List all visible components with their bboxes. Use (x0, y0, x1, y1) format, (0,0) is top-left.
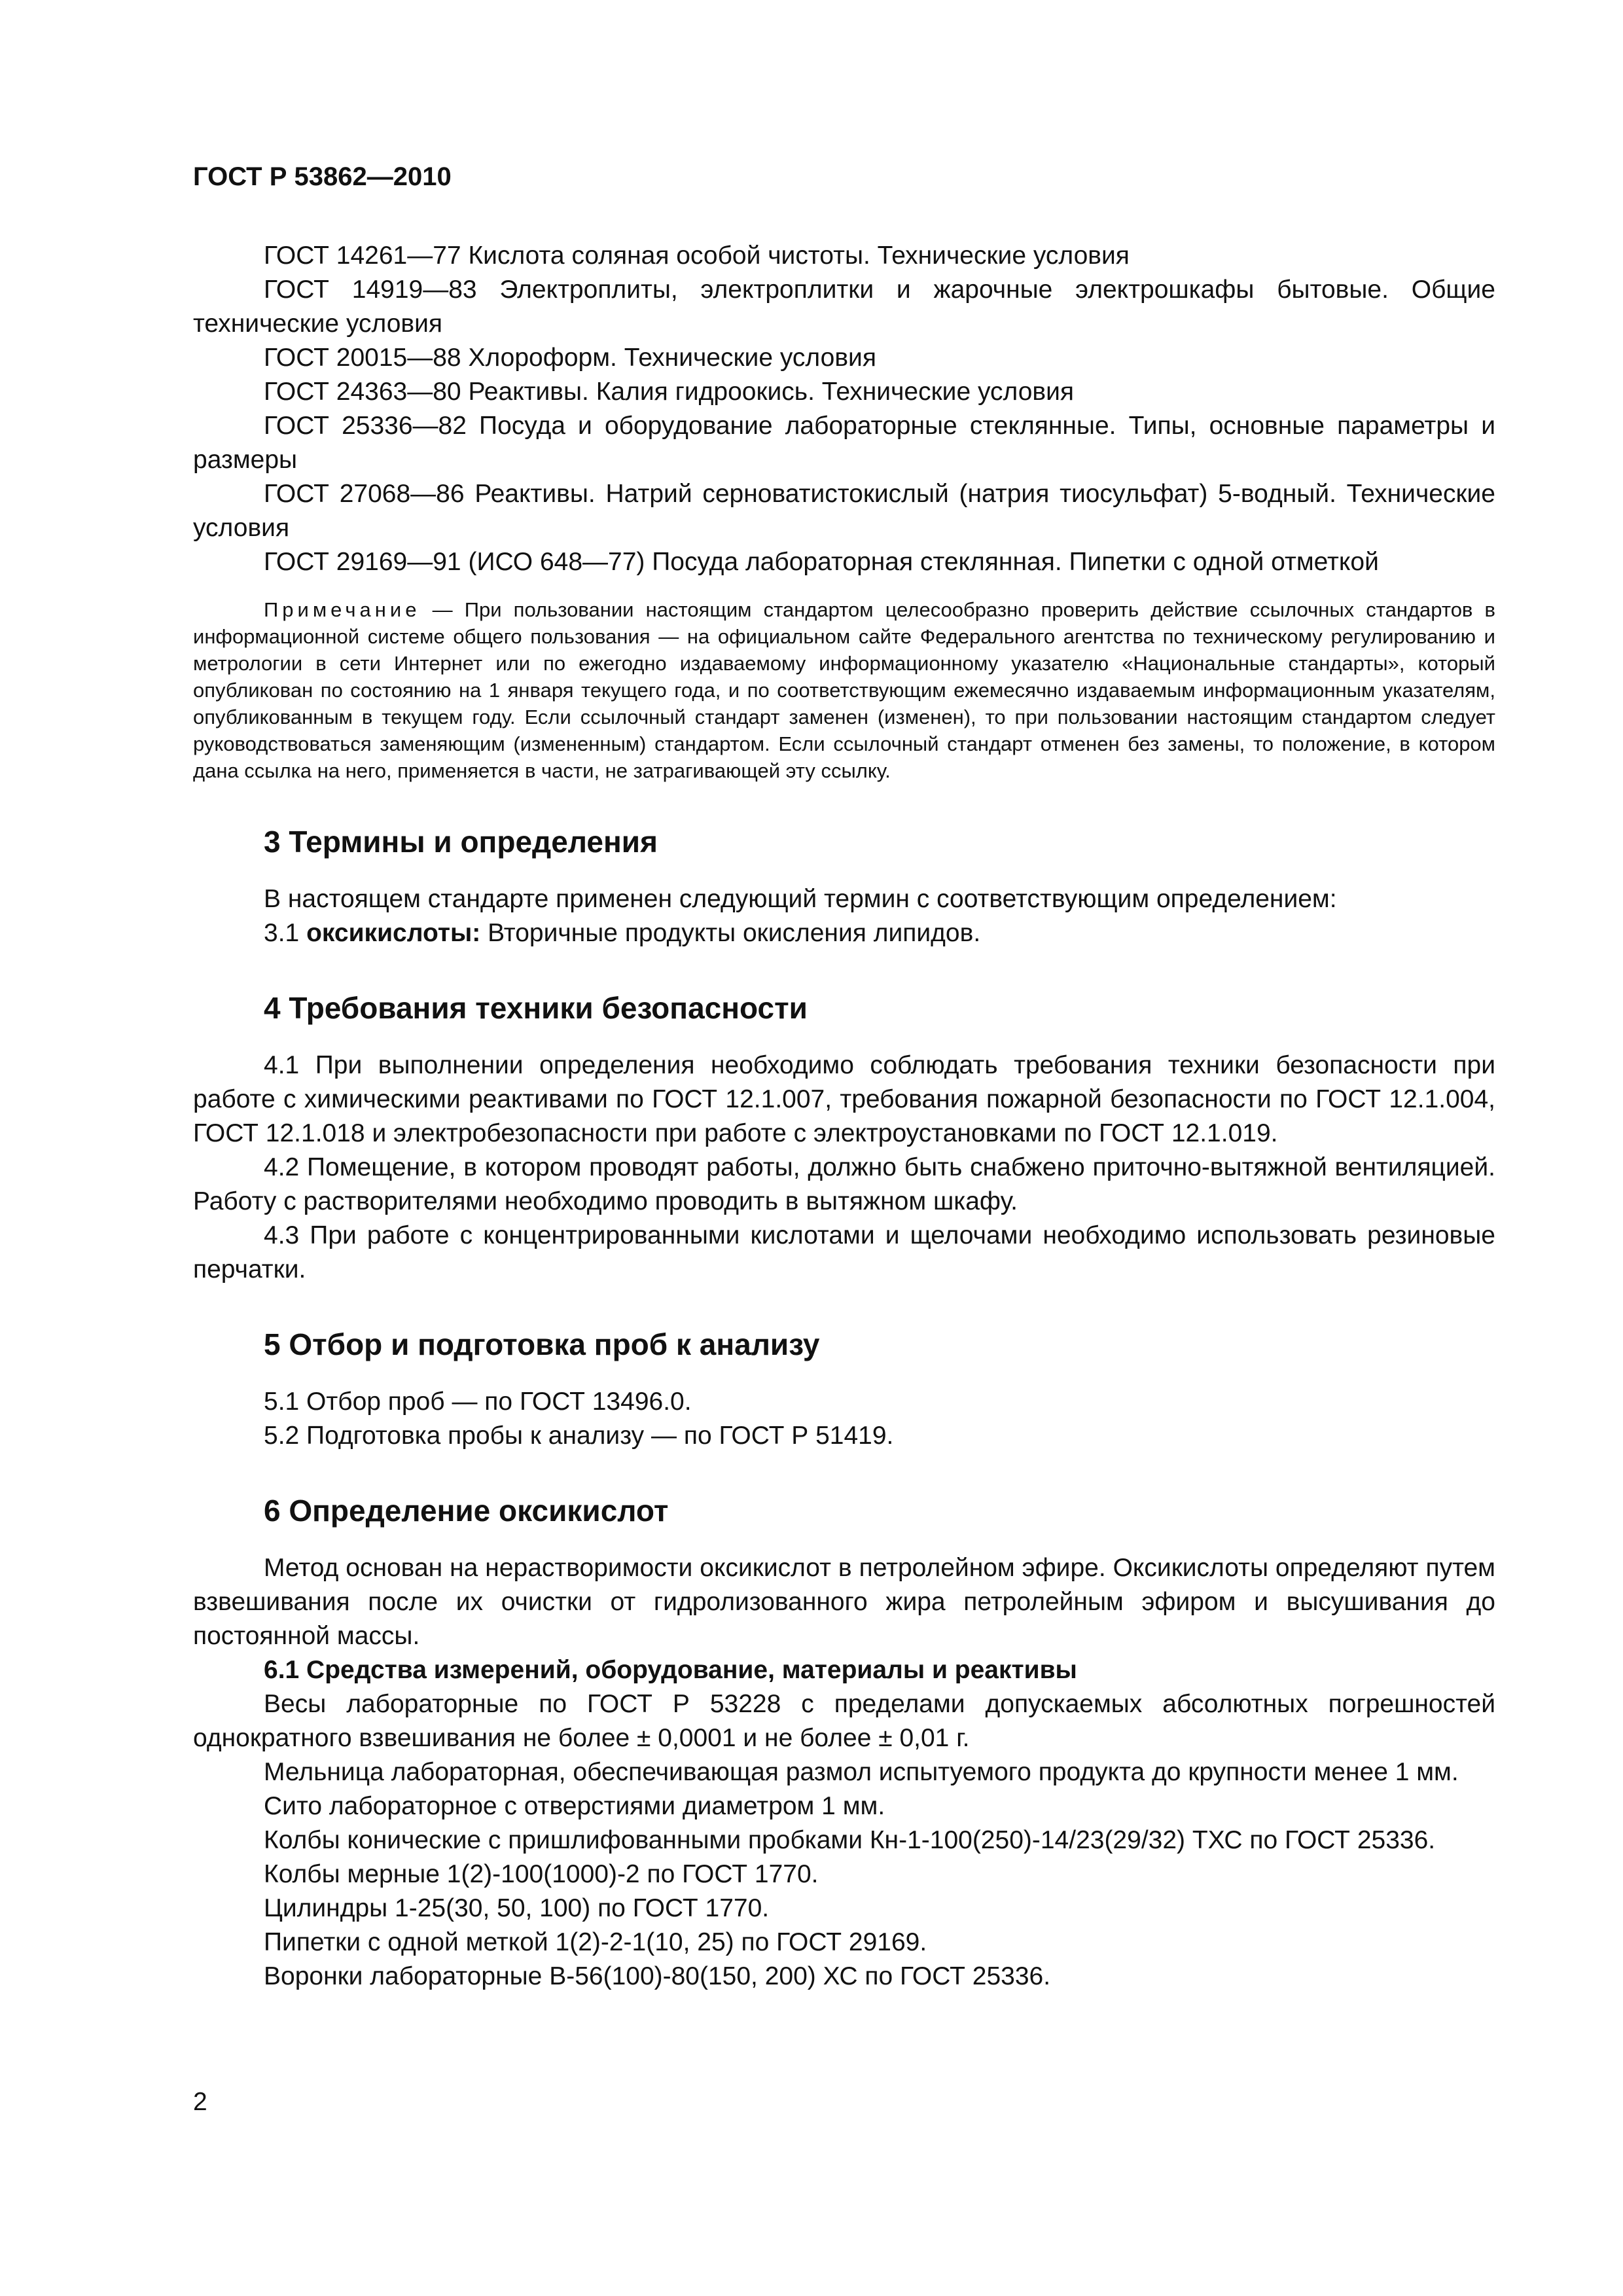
reference-text: Кислота соляная особой чистоты. Технические условия (468, 242, 1130, 270)
section-4-paragraph-3: 4.3 При работе с концентрированными кислотами и щелочами необходимо использовать резиновые перчатки. (193, 1221, 1495, 1283)
reference-item (193, 375, 1495, 409)
equipment-item: Колбы конические с пришлифованными пробками Кн-1-100(250)-14/23(29/32) ТХС по ГОСТ 25336. (264, 1826, 1436, 1854)
section-4-paragraph-1: 4.1 При выполнении определения необходимо соблюдать требования техники безопасности при работе с химическими реактивами по ГОСТ 12.1.007, требования пожарной безопасности по ГОСТ 12.1.004, ГОСТ 12.1.018 и электробезопасности при работе с электроустановками по ГОСТ 12.1.019. (193, 1051, 1495, 1147)
page-number: 2 (193, 2088, 207, 2116)
reference-text: Посуда лабораторная стеклянная. Пипетки с одной отметкой (652, 548, 1379, 576)
section-3-title: 3 Термины и определения (264, 825, 658, 859)
section-5-title: 5 Отбор и подготовка проб к анализу (264, 1327, 820, 1361)
reference-code: ГОСТ 25336—82 (264, 412, 467, 440)
section-6-title: 6 Определение оксикислот (264, 1494, 669, 1528)
equipment-item: Весы лабораторные по ГОСТ Р 53228 с пределами допускаемых абсолютных погрешностей однократного взвешивания не более ± 0,0001 и не более ± 0,01 г. (193, 1690, 1495, 1752)
reference-code: ГОСТ 14261—77 (264, 242, 461, 270)
reference-text: Реактивы. Калия гидроокись. Технические условия (468, 378, 1075, 406)
reference-code: ГОСТ 27068—86 (264, 480, 465, 508)
section-6-intro: Метод основан на нерастворимости оксикислот в петролейном эфире. Оксикислоты определяют путем взвешивания после их очистки от гидролизованного жира петролейным эфиром и высушивания до постоянной массы. (193, 1554, 1495, 1650)
reference-text: Хлороформ. Технические условия (468, 344, 876, 372)
equipment-item: Мельница лабораторная, обеспечивающая размол испытуемого продукта до крупности менее 1 мм. (264, 1758, 1459, 1786)
reference-code: ГОСТ 20015—88 (264, 344, 461, 372)
reference-text: Посуда и оборудование лабораторные стеклянные. Типы, основные параметры и размеры (193, 412, 1495, 474)
section-3-intro: В настоящем стандарте применен следующий термин с соответствующим определением: (264, 885, 1337, 913)
page-header: ГОСТ Р 53862—2010 (193, 162, 452, 191)
reference-code: ГОСТ 29169—91 (ИСО 648—77) (264, 548, 645, 576)
section-5-paragraph-1: 5.1 Отбор проб — по ГОСТ 13496.0. (264, 1388, 692, 1416)
reference-item (193, 239, 1495, 273)
term-definition (193, 916, 1495, 950)
equipment-item: Воронки лабораторные В-56(100)-80(150, 200) ХС по ГОСТ 25336. (264, 1962, 1051, 1990)
section-5-paragraph-2: 5.2 Подготовка пробы к анализу — по ГОСТ Р 51419. (264, 1422, 894, 1450)
section-4-paragraph-2: 4.2 Помещение, в котором проводят работы, должно быть снабжено приточно-вытяжной вентиляцией. Работу с растворителями необходимо проводить в вытяжном шкафу. (193, 1153, 1495, 1215)
reference-item (193, 545, 1495, 579)
term-number: 3.1 (264, 919, 300, 947)
reference-text: Реактивы. Натрий серноватистокислый (натрия тиосульфат) 5-водный. Технические условия (193, 480, 1495, 542)
reference-item (193, 273, 1495, 341)
term-definition-text: Вторичные продукты окисления липидов. (488, 919, 981, 947)
reference-code: ГОСТ 24363—80 (264, 378, 461, 406)
reference-item (193, 409, 1495, 477)
reference-item (193, 477, 1495, 545)
normative-references (193, 239, 1495, 579)
reference-code: ГОСТ 14919—83 (264, 276, 477, 304)
term-name: оксикислоты: (306, 919, 481, 947)
equipment-item: Пипетки с одной меткой 1(2)-2-1(10, 25) по ГОСТ 29169. (264, 1928, 927, 1956)
equipment-item: Колбы мерные 1(2)-100(1000)-2 по ГОСТ 1770. (264, 1860, 819, 1888)
subsection-6-1-title: 6.1 Средства измерений, оборудование, материалы и реактивы (264, 1656, 1077, 1684)
note-label: Примечание (264, 598, 421, 621)
section-4-title: 4 Требования техники безопасности (264, 991, 808, 1025)
reference-text: Электроплиты, электроплитки и жарочные электрошкафы бытовые. Общие технические условия (193, 276, 1495, 338)
page-content (193, 239, 1495, 1994)
equipment-item: Сито лабораторное с отверстиями диаметром 1 мм. (264, 1792, 885, 1820)
note-text: — При пользовании настоящим стандартом целесообразно проверить действие ссылочных стандартов в информационной системе общего пользования — на официальном сайте Федерального агентства по техническому регулированию и метрологии в сети Интернет или по ежегодно издаваемому информационному указателю «Национальные стандарты», который опубликован по состоянию на 1 января текущего года, и по соответствующим ежемесячно издаваемым информационным указателям, опубликованным в текущем году. Если ссылочный стандарт заменен (изменен), то при пользовании настоящим стандартом следует руководствоваться заменяющим (измененным) стандартом. Если ссылочный стандарт отменен без замены, то положение, в котором дана ссылка на него, применяется в части, не затрагивающей эту ссылку. (193, 598, 1495, 782)
note-paragraph (193, 596, 1495, 784)
reference-item (193, 341, 1495, 375)
equipment-item: Цилиндры 1-25(30, 50, 100) по ГОСТ 1770. (264, 1894, 770, 1922)
